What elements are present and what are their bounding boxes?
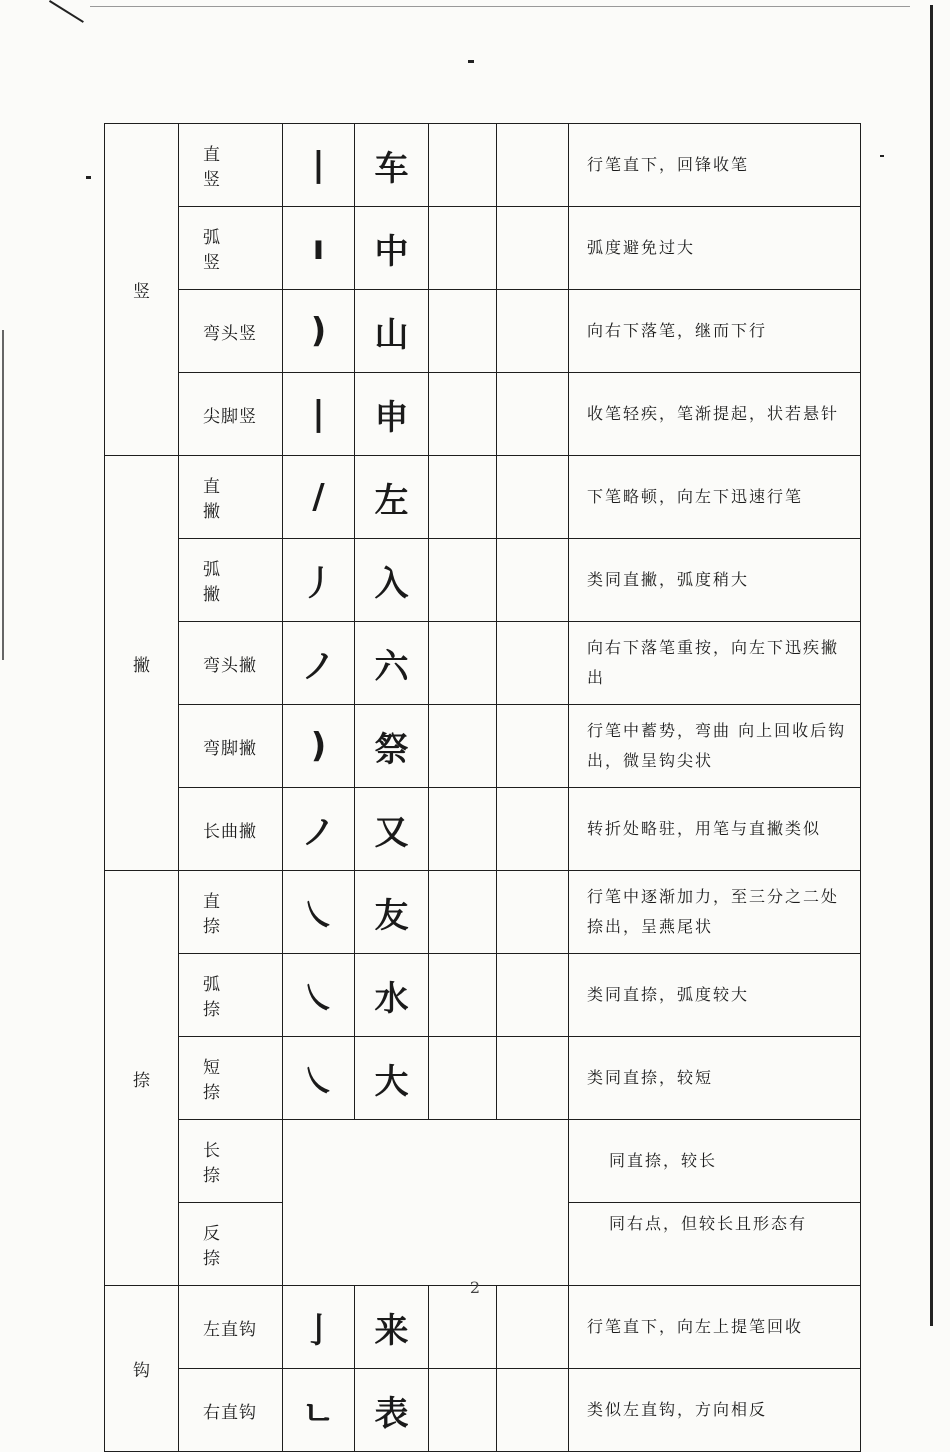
blank-cell: [497, 290, 569, 373]
blank-cell: [429, 373, 497, 456]
scan-left-edge: [2, 330, 4, 660]
table-row: [105, 124, 861, 207]
stroke-glyph: ㄴ: [283, 1369, 355, 1452]
stroke-glyph: ㇏: [283, 1037, 355, 1120]
stroke-name: 尖脚竖: [179, 373, 283, 456]
category-cell: 捺: [105, 871, 179, 1286]
stroke-name: 左直钩: [179, 1286, 283, 1369]
blank-cell: [497, 373, 569, 456]
stroke-glyph: ノ: [283, 622, 355, 705]
table-row: [105, 290, 861, 373]
blank-cell: [429, 622, 497, 705]
table-row: [105, 954, 861, 1037]
blank-cell: [497, 1037, 569, 1120]
blank-cell: [497, 705, 569, 788]
stroke-desc: 行笔直下，回锋收笔: [569, 124, 861, 207]
stroke-glyph: ㇏: [283, 871, 355, 954]
blank-cell: [429, 705, 497, 788]
category-cell: 钩: [105, 1286, 179, 1452]
stroke-glyph: ㇏: [283, 954, 355, 1037]
example-char: 中: [355, 207, 429, 290]
stroke-name: 长曲撇: [179, 788, 283, 871]
stroke-glyph: 丿: [283, 539, 355, 622]
blank-cell: [497, 207, 569, 290]
example-char: 六: [355, 622, 429, 705]
table-row: [105, 207, 861, 290]
example-char: 入: [355, 539, 429, 622]
scan-speck: [468, 60, 474, 63]
stroke-name: 弧 撇: [179, 539, 283, 622]
stroke-name: 弯脚撇: [179, 705, 283, 788]
stroke-desc: 行笔直下，向左上提笔回收: [569, 1286, 861, 1369]
table-row: [105, 1037, 861, 1120]
blank-cell: [429, 207, 497, 290]
blank-cell: [429, 788, 497, 871]
stroke-table: [104, 123, 861, 1452]
example-char: 表: [355, 1369, 429, 1452]
blank-cell: [497, 1369, 569, 1452]
example-char: 水: [355, 954, 429, 1037]
stroke-glyph: 亅: [283, 1286, 355, 1369]
example-char: 大: [355, 1037, 429, 1120]
blank-cell: [497, 1286, 569, 1369]
table-row: [105, 871, 861, 954]
stroke-glyph: /: [283, 456, 355, 539]
example-char: 祭: [355, 705, 429, 788]
blank-cell: [497, 871, 569, 954]
stroke-name: 反 捺: [179, 1203, 283, 1286]
stroke-glyph: ı: [283, 207, 355, 290]
scan-speck: [880, 155, 884, 157]
table-row: [105, 456, 861, 539]
stroke-desc: 类同直撇，弧度稍大: [569, 539, 861, 622]
stroke-glyph: |: [283, 373, 355, 456]
table-row: [105, 373, 861, 456]
blank-cell: [429, 1037, 497, 1120]
blank-cell: [429, 1286, 497, 1369]
blank-cell: [429, 124, 497, 207]
category-cell: 竖: [105, 124, 179, 456]
blank-cell: [497, 622, 569, 705]
scan-corner-line: [49, 0, 84, 23]
example-char: 山: [355, 290, 429, 373]
blank-cell: [429, 456, 497, 539]
example-char: 友: [355, 871, 429, 954]
example-char: 申: [355, 373, 429, 456]
blank-cell: [497, 124, 569, 207]
table-row: [105, 1369, 861, 1452]
stroke-desc: 向右下落笔重按，向左下迅疾撇出: [569, 622, 861, 705]
stroke-desc: 行笔中蓄势，弯曲 向上回收后钩出，微呈钩尖状: [569, 705, 861, 788]
stroke-desc: 收笔轻疾，笔渐提起，状若悬针: [569, 373, 861, 456]
example-char: 来: [355, 1286, 429, 1369]
stroke-desc: 类同直捺，较短: [569, 1037, 861, 1120]
table-row: [105, 622, 861, 705]
stroke-desc: 下笔略顿，向左下迅速行笔: [569, 456, 861, 539]
stroke-desc: 行笔中逐渐加力，至三分之二处捺出，呈燕尾状: [569, 871, 861, 954]
scan-top-line: [90, 6, 910, 7]
table-row: [105, 1286, 861, 1369]
blank-cell: [497, 456, 569, 539]
blank-cell: [429, 954, 497, 1037]
stroke-desc: 转折处略驻，用笔与直撇类似: [569, 788, 861, 871]
stroke-desc: 弧度避免过大: [569, 207, 861, 290]
table-row: [105, 1120, 861, 1203]
masked-region: [283, 1120, 569, 1286]
example-char: 左: [355, 456, 429, 539]
stroke-glyph: |: [283, 124, 355, 207]
stroke-name: 直 竖: [179, 124, 283, 207]
table-row: [105, 788, 861, 871]
stroke-name: 弯头撇: [179, 622, 283, 705]
blank-cell: [497, 954, 569, 1037]
example-char: 车: [355, 124, 429, 207]
stroke-glyph: ノ: [283, 788, 355, 871]
page-number: 2: [469, 1278, 481, 1297]
stroke-name: 直 撇: [179, 456, 283, 539]
blank-cell: [497, 788, 569, 871]
blank-cell: [429, 539, 497, 622]
scan-speck: [86, 176, 91, 179]
stroke-name: 弯头竖: [179, 290, 283, 373]
blank-cell: [429, 290, 497, 373]
blank-cell: [497, 539, 569, 622]
category-cell: 撇: [105, 456, 179, 871]
table-row: [105, 705, 861, 788]
stroke-name: 直 捺: [179, 871, 283, 954]
stroke-name: 长 捺: [179, 1120, 283, 1203]
blank-cell: [429, 871, 497, 954]
stroke-desc: 向右下落笔，继而下行: [569, 290, 861, 373]
scan-right-edge: [930, 5, 933, 1326]
stroke-desc: 同直捺，较长: [569, 1120, 861, 1203]
blank-cell: [429, 1369, 497, 1452]
stroke-glyph: ): [283, 290, 355, 373]
stroke-desc: 同右点，但较长且形态有: [569, 1203, 861, 1286]
stroke-name: 弧 竖: [179, 207, 283, 290]
example-char: 又: [355, 788, 429, 871]
stroke-name: 短 捺: [179, 1037, 283, 1120]
stroke-desc: 类同直捺，弧度较大: [569, 954, 861, 1037]
table-row: [105, 539, 861, 622]
stroke-desc: 类似左直钩，方向相反: [569, 1369, 861, 1452]
stroke-name: 弧 捺: [179, 954, 283, 1037]
stroke-name: 右直钩: [179, 1369, 283, 1452]
stroke-glyph: ): [283, 705, 355, 788]
